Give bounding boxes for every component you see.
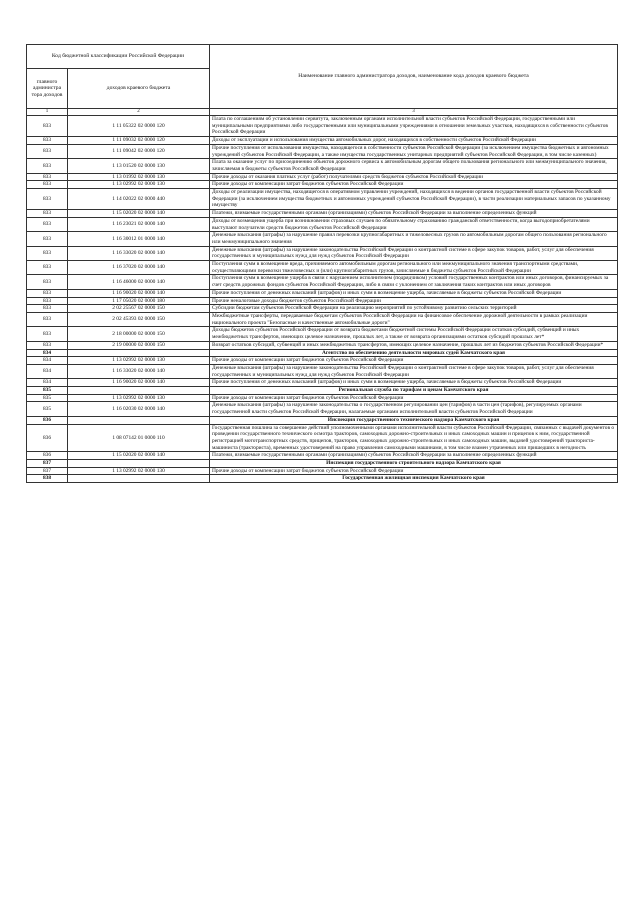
table-row: [27, 364, 618, 378]
budget-code-cell: 2 19 00000 02 0000 150: [68, 341, 210, 349]
table-row: [27, 341, 618, 349]
revenue-name-cell: Прочие поступления от денежных взысканий (штрафов) и иных сумм в возмещение ущерба, зачисляемые в бюджеты субъектов Российской Федерации: [210, 289, 618, 297]
admin-code-cell: 835: [27, 387, 68, 395]
revenue-name-cell: Прочие поступления от денежных взысканий (штрафов) и иных сумм в возмещение ущерба, зачисляемые в бюджеты субъектов Российской Федерации: [210, 379, 618, 387]
admin-code-cell: 834: [27, 379, 68, 387]
table-row: [27, 297, 618, 305]
admin-code-cell: 835: [27, 402, 68, 416]
admin-code-cell: 834: [27, 349, 68, 357]
budget-code-cell: 1 11 05322 02 0000 120: [68, 116, 210, 137]
budget-code-cell: 1 13 02992 02 0000 130: [68, 357, 210, 365]
revenue-name-cell: Прочие доходы от компенсации затрат бюджетов субъектов Российской Федерации: [210, 357, 618, 365]
revenue-name-cell: Плата за оказание услуг по присоединению объектов дорожного сервиса к автомобильным дорогам общего пользования регионального или межмуниципального значения, зачисляемая в бюджеты субъектов Российской Федерации: [210, 159, 618, 173]
table-row: [27, 217, 618, 231]
budget-code-cell: 1 15 02020 02 0000 140: [68, 210, 210, 218]
budget-code-cell: 1 16 90020 02 0000 140: [68, 379, 210, 387]
classification-group-header: Код бюджетной классификации Российской Федерации: [27, 45, 210, 69]
admin-code-cell: 833: [27, 341, 68, 349]
admin-code-cell: 833: [27, 189, 68, 210]
table-row: [27, 137, 618, 145]
column-number-3: 3: [210, 109, 618, 116]
budget-code-cell: 1 16 02030 02 0000 140: [68, 402, 210, 416]
document-page: [26, 44, 617, 483]
table-row: [27, 424, 618, 452]
admin-code-cell: 833: [27, 181, 68, 189]
budget-code-cell: 1 11 09032 02 0000 120: [68, 137, 210, 145]
revenue-name-cell: Прочие поступления от использования имущества, находящегося в собственности субъектов Российской Федерации (за исключением имущества бюджетных и автономных учреждений субъектов Российской Федерации, а также имущества государственных унитарных предприятий субъектов Российской Федерации, в том числе казенных): [210, 144, 618, 158]
table-row: [27, 144, 618, 158]
table-row: [27, 289, 618, 297]
table-row: [27, 305, 618, 313]
budget-code-cell: 2 18 00000 02 0000 150: [68, 327, 210, 341]
budget-code-cell: 1 16 30012 01 0000 140: [68, 232, 210, 246]
agency-name-cell: Инспекция государственного строительного надзора Камчатского края: [210, 460, 618, 468]
admin-code-cell: 833: [27, 144, 68, 158]
agency-header-row: [27, 416, 618, 424]
revenue-name-cell: Платежи, взимаемые государственными органами (организациями) субъектов Российской Федерации за выполнение определенных функций: [210, 210, 618, 218]
admin-code-cell: 838: [27, 475, 68, 483]
table-row: [27, 452, 618, 460]
revenue-name-cell: Доходы от реализации имущества, находящегося в оперативном управлении учреждений, находящихся в ведении органов государственной власти субъектов Российской Федерации (за исключением имущества бюджетных и автономных учреждений субъектов Российской Федерации), в части реализации материальных запасов по указанному имуществу: [210, 189, 618, 210]
table-row: [27, 402, 618, 416]
table-row: [27, 116, 618, 137]
budget-code-cell: 1 15 02020 02 0000 140: [68, 452, 210, 460]
budget-code-cell: 2 02 45393 02 0000 150: [68, 312, 210, 326]
table-row: [27, 467, 618, 475]
column-number-1: 1: [27, 109, 68, 116]
admin-code-cell: 833: [27, 297, 68, 305]
budget-code-cell: 1 11 09042 02 0000 120: [68, 144, 210, 158]
admin-code-cell: 835: [27, 394, 68, 402]
admin-code-cell: 833: [27, 275, 68, 289]
table-row: [27, 394, 618, 402]
admin-code-cell: 836: [27, 424, 68, 452]
admin-code-cell: 833: [27, 261, 68, 275]
agency-name-cell: Региональная служба по тарифам и ценам Камчатского края: [210, 387, 618, 395]
admin-code-cell: 834: [27, 357, 68, 365]
table-row: [27, 159, 618, 173]
revenue-name-cell: Доходы от возмещения ущерба при возникновении страховых случаев по обязательному страхованию гражданской ответственности, когда выгодоприобретателями выступают получатели средств бюджетов субъектов Российской Федерации: [210, 217, 618, 231]
table-row: [27, 232, 618, 246]
table-row: [27, 261, 618, 275]
budget-code-cell: [68, 475, 210, 483]
budget-code-cell: 1 16 33020 02 0000 140: [68, 364, 210, 378]
budget-code-cell: 1 16 46000 02 0000 140: [68, 275, 210, 289]
revenue-name-cell: Доходы от эксплуатации и использования имущества автомобильных дорог, находящихся в собственности субъектов Российской Федерации: [210, 137, 618, 145]
table-row: [27, 181, 618, 189]
budget-code-cell: 1 08 07142 01 0000 110: [68, 424, 210, 452]
revenue-name-cell: Плата по соглашениям об установлении сервитута, заключенным органами исполнительной власти субъектов Российской Федерации, государственными или муниципальными предприятиями либо государственными или муниципальными учреждениями в отношении земельных участков, находящихся в собственности субъектов Российской Федерации: [210, 116, 618, 137]
revenue-name-cell: Платежи, взимаемые государственными органами (организациями) субъектов Российской Федерации за выполнение определенных функций: [210, 452, 618, 460]
admin-code-cell: 833: [27, 173, 68, 181]
budget-code-cell: 1 16 33020 02 0000 140: [68, 246, 210, 260]
admin-code-cell: 833: [27, 137, 68, 145]
budget-code-cell: 1 13 02992 02 0000 130: [68, 467, 210, 475]
budget-code-cell: 1 13 01992 02 0000 130: [68, 173, 210, 181]
revenue-name-cell: Доходы бюджетов субъектов Российской Федерации от возврата бюджетами бюджетной системы Российской Федерации остатков субсидий, субвенций и иных межбюджетных трансфертов, имеющих целевое назначение, прошлых лет, а также от возврата организациями остатков субсидий прошлых лет*: [210, 327, 618, 341]
agency-name-cell: Агентство по обеспечению деятельности мировых судей Камчатского края: [210, 349, 618, 357]
admin-code-cell: 836: [27, 452, 68, 460]
revenue-name-cell: Денежные взыскания (штрафы) за нарушение правил перевозки крупногабаритных и тяжеловесных грузов по автомобильным дорогам общего пользования регионального или межмуниципального значения: [210, 232, 618, 246]
admin-code-cell: 833: [27, 327, 68, 341]
budget-code-cell: 1 16 90020 02 0000 140: [68, 289, 210, 297]
admin-code-cell: 833: [27, 116, 68, 137]
revenue-name-cell: Государственная пошлина за совершение действий уполномоченными органами исполнительной власти субъектов Российской Федерации, связанных с выдачей документов о проведении государственного технического осмотра тракторов, самоходных дорожно-строительных и иных самоходных машин и прицепов к ним, государственной регистрацией мототранспортных средств, прицепов, тракторов, самоходных дорожно-строительных и иных самоходных машин, выдачей удостоверений тракториста-машиниста (тракториста), временных удостоверений на право управления самоходными машинами, в том числе взамен утраченных или пришедших в негодность: [210, 424, 618, 452]
table-row: [27, 357, 618, 365]
budget-code-cell: [68, 387, 210, 395]
table-row: [27, 312, 618, 326]
column-number-2: 2: [68, 109, 210, 116]
revenue-name-cell: Субсидии бюджетам субъектов Российской Федерации на реализацию мероприятий по устойчивому развитию сельских территорий: [210, 305, 618, 313]
table-row: [27, 246, 618, 260]
budget-code-cell: 1 16 23021 02 0000 140: [68, 217, 210, 231]
name-column-header: Наименование главного администратора доходов, наименование кода доходов краевого бюджета: [210, 45, 618, 109]
revenue-name-cell: Межбюджетные трансферты, передаваемые бюджетам субъектов Российской Федерации на финансовое обеспечение дорожной деятельности в рамках реализации национального проекта "Безопасные и качественные автомобильные дороги": [210, 312, 618, 326]
budget-code-cell: [68, 460, 210, 468]
revenue-name-cell: Возврат остатков субсидий, субвенций и иных межбюджетных трансфертов, имеющих целевое назначение, прошлых лет из бюджетов субъектов Российской Федерации*: [210, 341, 618, 349]
admin-code-cell: 833: [27, 159, 68, 173]
revenue-name-cell: Денежные взыскания (штрафы) за нарушение законодательства о государственном регулировании цен (тарифов) в части цен (тарифов), регулируемых органами государственной власти субъектов Российской Федерации, налагаемые органами исполнительной власти субъектов Российской Федерации: [210, 402, 618, 416]
revenue-name-cell: Поступления сумм в возмещение вреда, причиняемого автомобильным дорогам регионального или межмуниципального значения транспортными средствами, осуществляющими перевозки тяжеловесных и (или) крупногабаритных грузов, зачисляемые в бюджеты субъектов Российской Федерации: [210, 261, 618, 275]
budget-code-cell: [68, 349, 210, 357]
admin-column-header: главного администра тора доходов: [27, 69, 68, 109]
revenue-name-cell: Прочие неналоговые доходы бюджетов субъектов Российской Федерации: [210, 297, 618, 305]
budget-column-header: доходов краевого бюджета: [68, 69, 210, 109]
admin-code-cell: 833: [27, 305, 68, 313]
budget-code-cell: [68, 416, 210, 424]
budget-code-cell: 1 16 37020 02 0000 140: [68, 261, 210, 275]
admin-code-cell: 836: [27, 416, 68, 424]
agency-name-cell: Инспекция государственного технического надзора Камчатского края: [210, 416, 618, 424]
table-row: [27, 379, 618, 387]
revenue-name-cell: Денежные взыскания (штрафы) за нарушение законодательства Российской Федерации о контрактной системе в сфере закупок товаров, работ, услуг для обеспечения государственных и муниципальных нужд для нужд субъектов Российской Федерации: [210, 246, 618, 260]
admin-code-cell: 833: [27, 246, 68, 260]
admin-code-cell: 837: [27, 467, 68, 475]
agency-header-row: [27, 387, 618, 395]
budget-code-cell: 1 13 02992 02 0000 130: [68, 394, 210, 402]
agency-header-row: [27, 460, 618, 468]
admin-code-cell: 833: [27, 210, 68, 218]
revenue-name-cell: Прочие доходы от оказания платных услуг (работ) получателями средств бюджетов субъектов Российской Федерации: [210, 173, 618, 181]
admin-code-cell: 837: [27, 460, 68, 468]
budget-code-cell: 1 13 02992 02 0000 130: [68, 181, 210, 189]
admin-code-cell: 834: [27, 364, 68, 378]
admin-code-cell: 833: [27, 312, 68, 326]
revenue-codes-table: [26, 44, 618, 483]
budget-code-cell: 1 14 02022 02 0000 440: [68, 189, 210, 210]
revenue-name-cell: Прочие доходы от компенсации затрат бюджетов субъектов Российской Федерации: [210, 394, 618, 402]
table-row: [27, 173, 618, 181]
table-row: [27, 210, 618, 218]
table-row: [27, 189, 618, 210]
admin-code-cell: 833: [27, 289, 68, 297]
revenue-name-cell: Поступления сумм в возмещение ущерба в связи с нарушением исполнителем (подрядчиком) условий государственных контрактов или иных договоров, финансируемых за счет средств дорожных фондов субъектов Российской Федерации, либо в связи с уклонением от заключения таких контрактов или иных договоров: [210, 275, 618, 289]
revenue-name-cell: Денежные взыскания (штрафы) за нарушение законодательства Российской Федерации о контрактной системе в сфере закупок товаров, работ, услуг для обеспечения государственных и муниципальных нужд для нужд субъектов Российской Федерации: [210, 364, 618, 378]
agency-header-row: [27, 349, 618, 357]
agency-name-cell: Государственная жилищная инспекция Камчатского края: [210, 475, 618, 483]
budget-code-cell: 1 17 05020 02 0000 180: [68, 297, 210, 305]
admin-code-cell: 833: [27, 232, 68, 246]
table-row: [27, 275, 618, 289]
budget-code-cell: 2 02 25567 02 0000 150: [68, 305, 210, 313]
revenue-name-cell: Прочие доходы от компенсации затрат бюджетов субъектов Российской Федерации: [210, 181, 618, 189]
admin-code-cell: 833: [27, 217, 68, 231]
agency-header-row: [27, 475, 618, 483]
budget-code-cell: 1 13 01520 02 0000 130: [68, 159, 210, 173]
revenue-name-cell: Прочие доходы от компенсации затрат бюджетов субъектов Российской Федерации: [210, 467, 618, 475]
table-row: [27, 327, 618, 341]
